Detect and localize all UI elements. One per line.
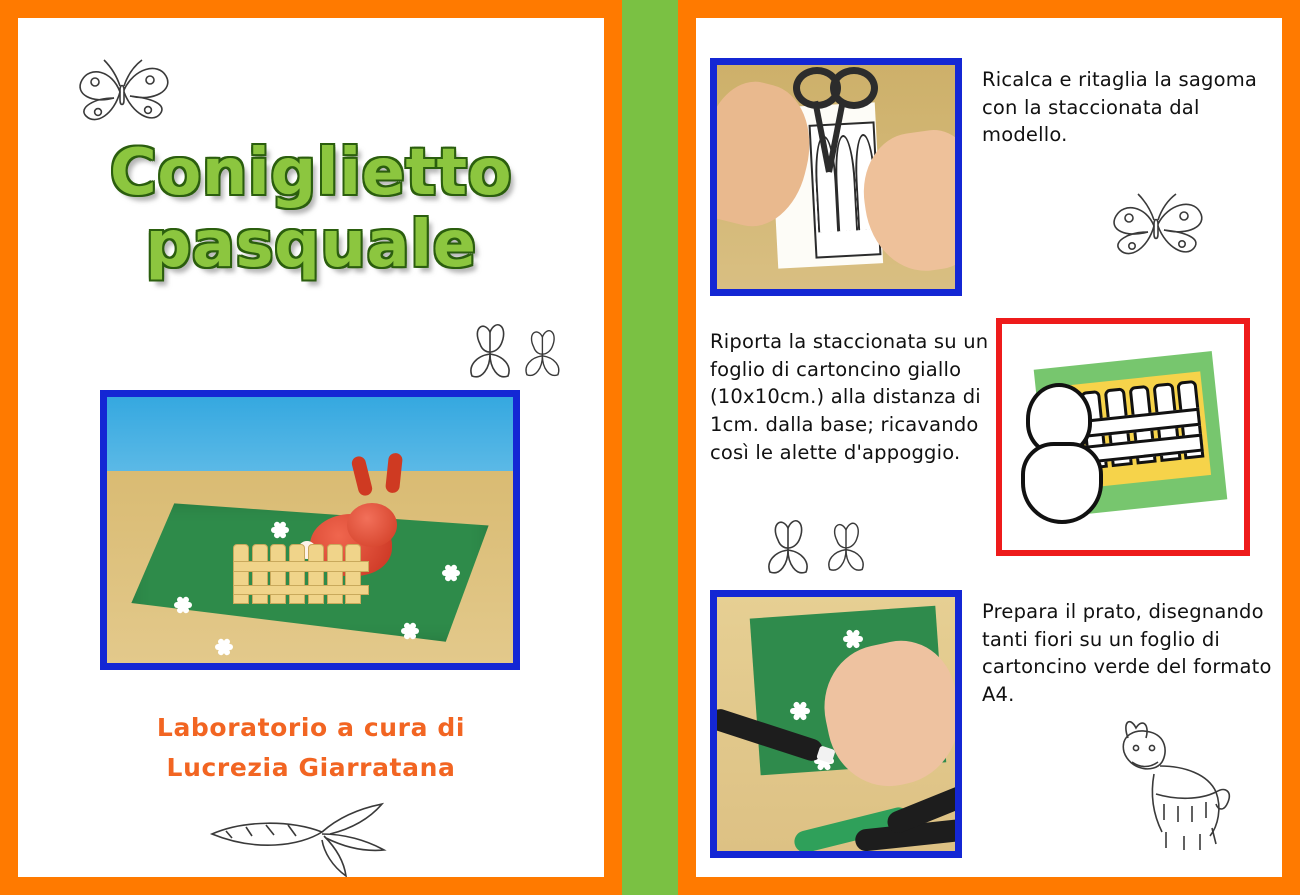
- credits-line-1: Laboratorio a cura di: [156, 713, 466, 742]
- donkey-doodle-step3: [1092, 708, 1252, 858]
- butterfly-doodle-step1: [1096, 178, 1216, 278]
- step-2-photo: [996, 318, 1250, 556]
- cover-title: [18, 138, 604, 281]
- cover-page: [0, 0, 622, 895]
- butterfly-doodle-top-left: [62, 40, 182, 150]
- steps-sheet: [696, 18, 1282, 877]
- step-3-photo: [710, 590, 962, 858]
- step-1-text: Ricalca e ritaglia la sagoma con la staccionata dal modello.: [982, 68, 1258, 147]
- carrot-doodle-bottom: [204, 790, 394, 877]
- cover-title-line1: Coniglietto: [109, 136, 513, 210]
- step-1-photo: [710, 58, 962, 296]
- cover-photo: [100, 390, 520, 670]
- cover-credits: [18, 708, 604, 788]
- tulips-doodle-right: [450, 310, 600, 390]
- tulips-doodle-step2: [748, 506, 908, 586]
- credits-line-2: Lucrezia Giarratana: [166, 753, 456, 782]
- cover-sheet: [18, 18, 604, 877]
- step-2-text: Riporta la staccionata su un foglio di cartoncino giallo (10x10cm.) alla distanza di 1cm. dalla base; ricavando così le alette d'appoggio.: [710, 330, 989, 464]
- step-3-text: Prepara il prato, disegnando tanti fiori su un foglio di cartoncino verde del formato A4.: [982, 600, 1272, 707]
- spread-gutter: [622, 0, 678, 895]
- cover-title-line2: pasquale: [145, 207, 477, 282]
- steps-page: [678, 0, 1300, 895]
